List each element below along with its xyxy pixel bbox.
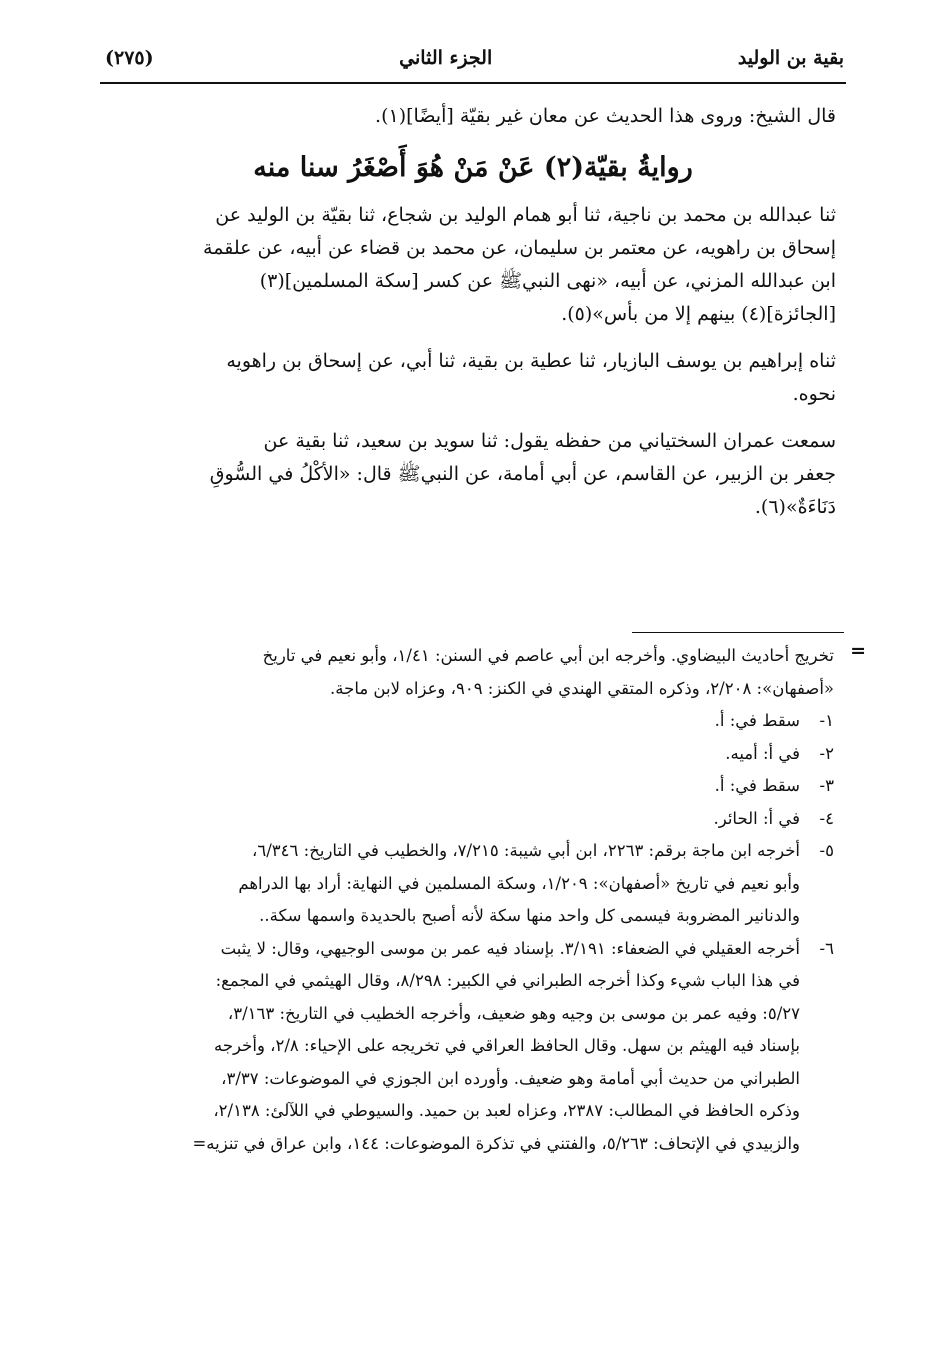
text-line: جعفر بن الزبير، عن القاسم، عن أبي أمامة، عن النبيﷺ قال: «الأكْلُ في السُّوقِ	[209, 463, 836, 485]
footnote-line: بإسناد فيه الهيثم بن سهل. وقال الحافظ العراقي في تخريجه على الإحياء: ٢/٨، وأخرجه	[214, 1036, 800, 1055]
footnote-number: ٦-	[819, 938, 834, 958]
footnote-line: تخريج أحاديث البيضاوي. وأخرجه ابن أبي عاصم في السنن: ١/٤١، وأبو نعيم في تاريخ	[262, 646, 834, 665]
footnote-line: ٥/٢٧: وفيه عمر بن موسى بن وجيه وهو ضعيف، وأخرجه الخطيب في التاريخ: ٣/١٦٣،	[227, 1003, 800, 1023]
footnote-line: والزبيدي في الإتحاف: ٥/٢٦٣، والفتني في تذكرة الموضوعات: ١٤٤، وابن عراق في تنزيه=	[192, 1133, 800, 1153]
section-heading: روايةُ بقيّة(٢) عَنْ مَنْ هُوَ أَصْغَرُ سنا منه	[253, 152, 693, 183]
footnote-number: ٢-	[819, 743, 834, 763]
header-right-title: بقية بن الوليد	[737, 47, 844, 69]
text-line: دَنَاءَةٌ»(٦).	[754, 496, 836, 518]
footnote-number: ٥-	[819, 841, 834, 860]
text-line: ابن عبدالله المزني، عن أبيه، «نهى النبيﷺ عن كسر [سكة المسلمين](٣)	[259, 270, 836, 292]
footnote-line: «أصفهان»: ٢/٢٠٨، وذكره المتقي الهندي في الكنز: ٩٠٩، وعزاه لابن ماجة.	[330, 678, 834, 698]
page-number: (٢٧٥)	[105, 47, 154, 69]
text-line: [الجائزة](٤) بينهم إلا من بأس»(٥).	[561, 303, 836, 325]
footnote-number: ٤-	[819, 808, 834, 828]
footnote-line: سقط في: أ.	[714, 711, 800, 730]
text-line: إسحاق بن راهويه، عن معتمر بن سليمان، عن محمد بن قضاء عن أبيه، عن علقمة	[203, 237, 836, 259]
footnote-2	[108, 738, 834, 771]
footnote-rule	[632, 632, 844, 633]
header-center-title: الجزء الثاني	[399, 47, 493, 69]
footnote-line: وأبو نعيم في تاريخ «أصفهان»: ١/٢٠٩، وسكة المسلمين في النهاية: أراد بها الدراهم	[238, 873, 800, 893]
paragraph-2	[110, 345, 836, 411]
footnote-line: الطبراني من حديث أبي أمامة وهو ضعيف. وأورده ابن الجوزي في الموضوعات: ٣/٣٧،	[221, 1068, 800, 1088]
footnote-line: في هذا الباب شيء وكذا أخرجه الطبراني في الكبير: ٨/٢٩٨، وقال الهيثمي في المجمع:	[215, 971, 800, 990]
text-line: سمعت عمران السختياني من حفظه يقول: ثنا سويد بن سعيد، ثنا بقية عن	[263, 430, 836, 452]
text-line: ثناه إبراهيم بن يوسف البازيار، ثنا عطية بن بقية، ثنا أبي، عن إسحاق بن راهويه	[226, 350, 836, 372]
footnote-number: ١-	[819, 711, 834, 730]
footnote-4	[108, 803, 834, 836]
footnote-line: أخرجه العقيلي في الضعفاء: ٣/١٩١. بإسناد فيه عمر بن موسى الوجيهي، وقال: لا يثبت	[220, 938, 800, 958]
footnote-6	[108, 933, 834, 1161]
footnote-line: في أ: أميه.	[725, 743, 800, 763]
text-line: ثنا عبدالله بن محمد بن ناجية، ثنا أبو همام الوليد بن شجاع، ثنا بقيّة بن الوليد عن	[215, 204, 836, 226]
text-line: نحوه.	[792, 383, 836, 405]
footnote-continuation	[108, 640, 834, 705]
paragraph-1	[110, 199, 836, 331]
main-text	[110, 100, 836, 538]
header-rule	[100, 82, 846, 84]
paragraph-3	[110, 425, 836, 524]
footnote-line: وذكره الحافظ في المطالب: ٢٣٨٧، وعزاه لعبد بن حميد. والسيوطي في اللآلئ: ٢/١٣٨،	[213, 1101, 800, 1120]
continuation-marker: =	[850, 640, 866, 662]
footnote-line: والدنانير المضروبة فيسمى كل واحد منها سكة لأنه أصبح بالحديدة واسمها سكة..	[259, 906, 800, 925]
running-header	[105, 40, 844, 76]
footnotes	[108, 640, 834, 1160]
footnote-1	[108, 705, 834, 738]
footnote-5	[108, 835, 834, 933]
footnote-line: في أ: الحائر.	[713, 808, 800, 828]
footnote-3	[108, 770, 834, 803]
footnote-line: أخرجه ابن ماجة برقم: ٢٢٦٣، ابن أبي شيبة: ٧/٢١٥، والخطيب في التاريخ: ٦/٣٤٦،	[252, 841, 800, 860]
footnote-line: سقط في: أ.	[714, 776, 800, 795]
intro-line: قال الشيخ: وروى هذا الحديث عن معان غير بقيّة [أيضًا](١).	[375, 105, 836, 127]
footnote-number: ٣-	[819, 776, 834, 795]
